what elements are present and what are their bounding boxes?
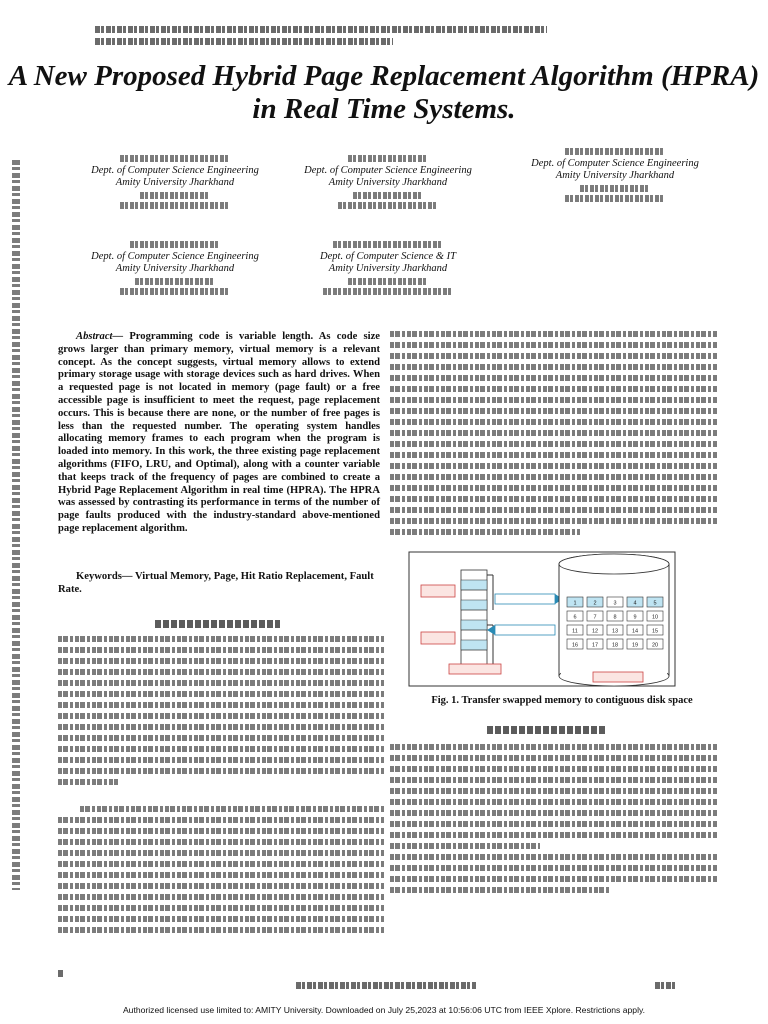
author-block-4 xyxy=(60,238,290,298)
disk-block-label: 3 xyxy=(613,600,617,607)
footer-page-number xyxy=(655,982,675,989)
process-b-box xyxy=(421,632,455,644)
disk-block-label: 18 xyxy=(611,642,619,649)
author-5-dept: Dept. of Computer Science & IT xyxy=(320,251,456,262)
author-1-dept: Dept. of Computer Science Engineering xyxy=(91,165,259,176)
author-block-2 xyxy=(273,152,503,212)
keywords-text: Virtual Memory, Page, Hit Ratio Replacement, Fault Rate. xyxy=(58,571,374,595)
figure-caption: Fig. 1. Transfer swapped memory to contiguous disk space xyxy=(431,695,693,706)
disk-block-label: 20 xyxy=(651,642,659,649)
keywords-label: Keywords— xyxy=(76,571,133,582)
intro-paragraph-1 xyxy=(58,636,384,790)
disk-block-label: 4 xyxy=(633,600,637,607)
main-memory-label-box xyxy=(449,664,501,674)
header-line-1 xyxy=(95,26,547,33)
main-memory-stack xyxy=(461,570,487,670)
abstract-text: Programming code is variable length. As code size grows larger than primary memory, virtual memory is a relevant concept. As the concept suggests, virtual memory allows to extend primary storage usage with storage devices such as hard drives. When a requested page is not located in memory (page fault) or a free accessible page is insufficient to meet the request, page replacement occurs. This is because there are none, or the number of free pages is less than the requested number. The operating system handles allocating memory frames to each program when the program is loaded into memory. In this work, the three existing page replacement algorithms (FIFO, LRU, and Optimal), along with a counter variable that keeps track of the frequency of pages are combined to create a Hybrid Page Replacement Algorithm in real time (HPRA). The HPRA was assessed by contrasting its performance in terms of the number of page faults produced with the industry-standard above-mentioned page replacement algorithm. xyxy=(58,331,381,534)
disk-block-label: 9 xyxy=(633,614,637,621)
paper-title: A New Proposed Hybrid Page Replacement Algorithm (HPRA) in Real Time Systems. xyxy=(8,60,760,125)
related-work-paragraph xyxy=(390,744,718,898)
author-2-dept: Dept. of Computer Science Engineering xyxy=(304,165,472,176)
disk-block-label: 12 xyxy=(591,628,599,635)
author-3-univ: Amity University Jharkhand xyxy=(555,170,675,181)
right-column-paragraph-1 xyxy=(390,331,718,540)
footer-left-mark xyxy=(58,970,64,977)
process-a-box xyxy=(421,585,455,597)
author-block-3 xyxy=(500,145,730,205)
abstract xyxy=(58,331,380,536)
header-line-2 xyxy=(95,38,393,45)
disk-block-label: 19 xyxy=(631,642,639,649)
disk-block-label: 2 xyxy=(593,600,597,607)
disk-label-box xyxy=(593,672,643,682)
arxiv-sidebar xyxy=(12,160,20,890)
disk-block-label: 7 xyxy=(593,614,597,621)
author-2-univ: Amity University Jharkhand xyxy=(328,177,448,188)
license-footer: Authorized licensed use limited to: AMITY University. Downloaded on July 25,2023 at 10:56:06 UTC from IEEE Xplore. Restrictions apply. xyxy=(122,1005,646,1015)
disk-block-label: 10 xyxy=(651,614,659,621)
author-4-dept: Dept. of Computer Science Engineering xyxy=(91,251,259,262)
author-3-dept: Dept. of Computer Science Engineering xyxy=(531,158,699,169)
author-5-univ: Amity University Jharkhand xyxy=(328,263,448,274)
disk-block-label: 11 xyxy=(572,628,578,635)
section-heading-related-work xyxy=(487,726,607,734)
disk-block-label: 15 xyxy=(651,628,659,635)
disk-block-label: 16 xyxy=(571,642,579,649)
section-heading-introduction xyxy=(155,620,280,628)
disk-block-label: 13 xyxy=(611,628,619,635)
disk-block-label: 1 xyxy=(573,600,577,607)
footer-conference-line xyxy=(296,982,476,989)
disk-block-label: 6 xyxy=(573,614,577,621)
author-block-1 xyxy=(60,152,290,212)
disk-block-label: 5 xyxy=(653,600,657,607)
figure-1-diagram xyxy=(407,550,679,692)
intro-paragraph-2 xyxy=(58,806,384,938)
author-block-5 xyxy=(273,238,503,298)
disk-block-label: 14 xyxy=(631,628,639,635)
disk-block-label: 17 xyxy=(591,642,599,649)
abstract-label: Abstract— xyxy=(76,331,124,342)
author-1-univ: Amity University Jharkhand xyxy=(115,177,235,188)
author-4-univ: Amity University Jharkhand xyxy=(115,263,235,274)
keywords xyxy=(58,571,380,597)
disk-block-label: 8 xyxy=(613,614,617,621)
